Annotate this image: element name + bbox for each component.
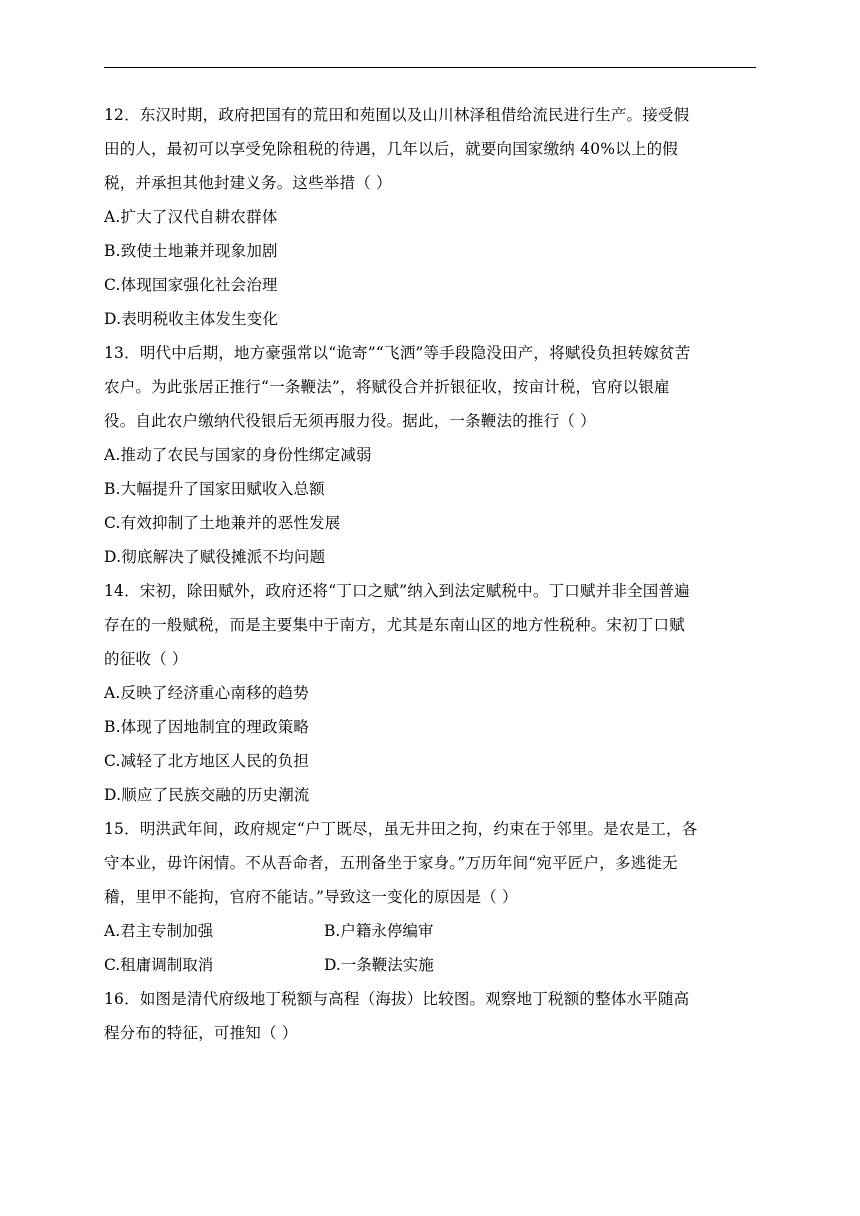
option-d: D.表明税收主体发生变化 — [104, 310, 279, 328]
question-stem-line: 15．明洪武年间，政府规定“户丁既尽，虽无井田之拘，约束在于邻里。是农是工，各 — [104, 820, 698, 838]
question-stem-line: 14．宋初，除田赋外，政府还将“丁口之赋”纳入到法定赋税中。丁口赋并非全国普遍 — [104, 582, 690, 600]
option-row — [104, 914, 759, 948]
option-a: A.反映了经济重心南移的趋势 — [104, 684, 309, 702]
option-row — [104, 948, 759, 982]
option-d: D.一条鞭法实施 — [324, 956, 434, 974]
question-13 — [104, 336, 759, 574]
question-stem-line: 田的人，最初可以享受免除租税的待遇，几年以后，就要向国家缴纳 40%以上的假 — [104, 140, 678, 158]
option-c: C.租庸调制取消 — [104, 956, 214, 974]
question-stem-line: 12．东汉时期，政府把国有的荒田和苑囿以及山川林泽租借给流民进行生产。接受假 — [104, 106, 690, 124]
exam-content — [104, 98, 759, 1050]
header-rule — [104, 67, 756, 68]
option-a: A.扩大了汉代自耕农群体 — [104, 208, 278, 226]
question-stem-line: 税，并承担其他封建义务。这些举措（ ） — [104, 174, 392, 192]
question-stem-line: 存在的一般赋税，而是主要集中于南方，尤其是东南山区的地方性税种。宋初丁口赋 — [104, 616, 685, 634]
option-c: C.体现国家强化社会治理 — [104, 276, 278, 294]
question-16 — [104, 982, 759, 1050]
question-15 — [104, 812, 759, 982]
option-c: C.减轻了北方地区人民的负担 — [104, 752, 310, 770]
question-stem-line: 的征收（ ） — [104, 650, 188, 668]
option-b: B.户籍永停编审 — [324, 922, 434, 940]
question-stem-line: 守本业，毋许闲情。不从吾命者，五刑备坐于家身。”万历年间“宛平匠户，多逃徙无 — [104, 854, 678, 872]
question-14 — [104, 574, 759, 812]
option-d: D.彻底解决了赋役摊派不均问题 — [104, 548, 326, 566]
question-stem-line: 16．如图是清代府级地丁税额与高程（海拔）比较图。观察地丁税额的整体水平随高 — [104, 990, 690, 1008]
question-stem-line: 农户。为此张居正推行“一条鞭法”，将赋役合并折银征收，按亩计税，官府以银雇 — [104, 378, 670, 396]
option-a: A.君主专制加强 — [104, 922, 214, 940]
option-b: B.大幅提升了国家田赋收入总额 — [104, 480, 325, 498]
question-12 — [104, 98, 759, 336]
option-b: B.体现了因地制宜的理政策略 — [104, 718, 310, 736]
question-stem-line: 程分布的特征，可推知（ ） — [104, 1024, 298, 1042]
option-d: D.顺应了民族交融的历史潮流 — [104, 786, 310, 804]
option-c: C.有效抑制了土地兼并的恶性发展 — [104, 514, 341, 532]
option-b: B.致使土地兼并现象加剧 — [104, 242, 278, 260]
question-stem-line: 13．明代中后期，地方豪强常以“诡寄”“飞洒”等手段隐没田产，将赋役负担转嫁贫苦 — [104, 344, 691, 362]
question-stem-line: 稽，里甲不能拘，官府不能诘。”导致这一变化的原因是（ ） — [104, 888, 518, 906]
question-stem-line: 役。自此农户缴纳代役银后无须再服力役。据此，一条鞭法的推行（ ） — [104, 412, 596, 430]
option-a: A.推动了农民与国家的身份性绑定减弱 — [104, 446, 372, 464]
